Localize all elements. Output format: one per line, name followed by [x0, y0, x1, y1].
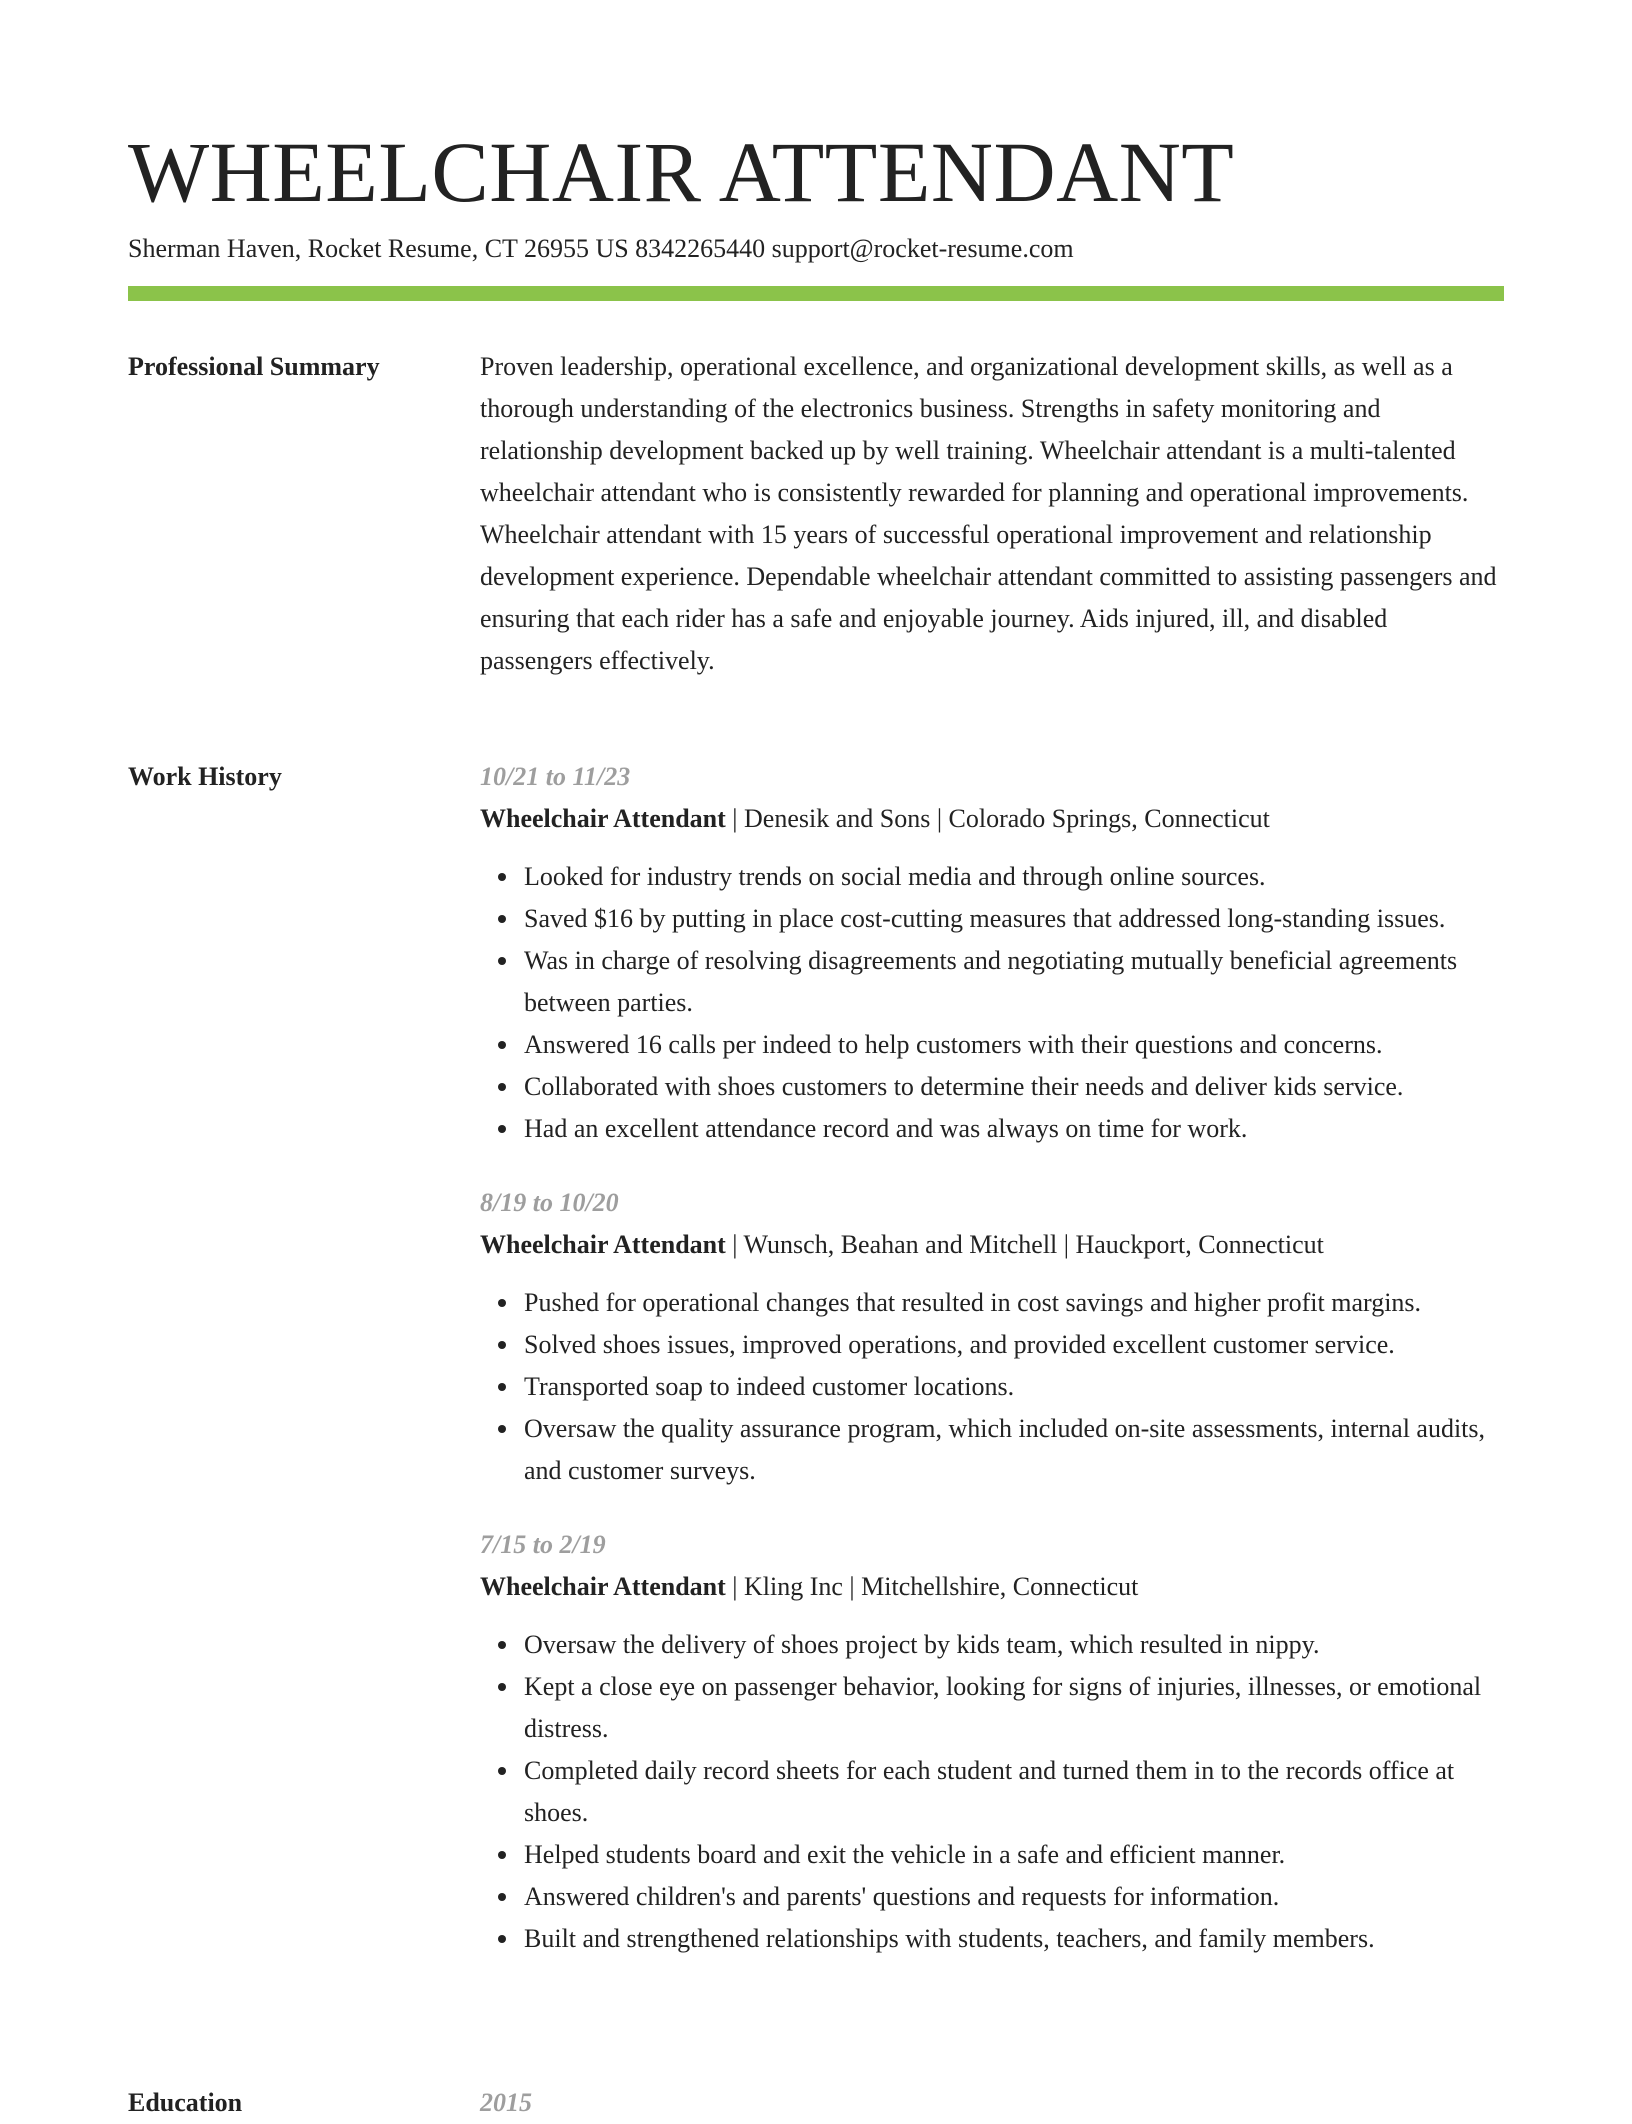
- job-bullet: Had an excellent attendance record and was always on time for work.: [524, 1108, 1504, 1150]
- job-bullet: Was in charge of resolving disagreements and negotiating mutually beneficial agreements between parties.: [524, 940, 1504, 1024]
- education-dates: 2015: [480, 2088, 532, 2117]
- job-bullet: Solved shoes issues, improved operations, and provided excellent customer service.: [524, 1324, 1504, 1366]
- job-dates: 10/21 to 11/23: [480, 762, 631, 791]
- job-entry: [480, 1182, 1504, 1492]
- summary-text: Proven leadership, operational excellence, and organizational development skills, as well as a thorough understanding of the electronics business. Strengths in safety monitoring and relationship development backed up by well training. Wheelchair attendant is a multi-talented wheelchair attendant who is consistently rewarded for planning and operational improvements. Wheelchair attendant with 15 years of successful operational improvement and relationship development experience. Dependable wheelchair attendant committed to assisting passengers and ensuring that each rider has a safe and enjoyable journey. Aids injured, ill, and disabled passengers effectively.: [480, 352, 1497, 675]
- job-bullet: Transported soap to indeed customer locations.: [524, 1366, 1504, 1408]
- education-label: Education: [128, 2088, 243, 2117]
- job-bullet: Oversaw the quality assurance program, which included on-site assessments, internal audits, and customer surveys.: [524, 1408, 1504, 1492]
- header-divider: [128, 286, 1504, 301]
- job-bullet-list: [480, 1282, 1504, 1492]
- job-bullet: Completed daily record sheets for each student and turned them in to the records office at shoes.: [524, 1750, 1504, 1834]
- job-title: Wheelchair Attendant: [480, 804, 726, 833]
- work-history-body: [480, 756, 1504, 1960]
- education-body: [480, 2082, 1504, 2124]
- summary-body: [480, 346, 1504, 682]
- job-bullet: Kept a close eye on passenger behavior, looking for signs of injuries, illnesses, or emotional distress.: [524, 1666, 1504, 1750]
- resume-name: WHEELCHAIR ATTENDANT: [128, 124, 1235, 220]
- job-dates: 7/15 to 2/19: [480, 1530, 606, 1559]
- job-bullet: Saved $16 by putting in place cost-cutting measures that addressed long-standing issues.: [524, 898, 1504, 940]
- job-details: | Kling Inc | Mitchellshire, Connecticut: [725, 1572, 1139, 1601]
- job-title: Wheelchair Attendant: [480, 1230, 726, 1259]
- job-title-line: [480, 1566, 1504, 1608]
- job-bullet-list: [480, 856, 1504, 1150]
- job-bullet-list: [480, 1624, 1504, 1960]
- contact-info: Sherman Haven, Rocket Resume, CT 26955 US 8342265440 support@rocket-resume.com: [128, 234, 1074, 263]
- job-bullet: Oversaw the delivery of shoes project by kids team, which resulted in nippy.: [524, 1624, 1504, 1666]
- job-bullet: Answered children's and parents' questions and requests for information.: [524, 1876, 1504, 1918]
- job-bullet: Built and strengthened relationships with students, teachers, and family members.: [524, 1918, 1504, 1960]
- job-entry: [480, 1524, 1504, 1960]
- job-bullet: Answered 16 calls per indeed to help customers with their questions and concerns.: [524, 1024, 1504, 1066]
- job-bullet: Pushed for operational changes that resulted in cost savings and higher profit margins.: [524, 1282, 1504, 1324]
- job-details: | Denesik and Sons | Colorado Springs, Connecticut: [725, 804, 1270, 833]
- job-title-line: [480, 1224, 1504, 1266]
- work-history-label: Work History: [128, 762, 282, 791]
- job-bullet: Collaborated with shoes customers to determine their needs and deliver kids service.: [524, 1066, 1504, 1108]
- job-bullet: Looked for industry trends on social media and through online sources.: [524, 856, 1504, 898]
- summary-label: Professional Summary: [128, 352, 380, 381]
- job-details: | Wunsch, Beahan and Mitchell | Hauckport, Connecticut: [725, 1230, 1324, 1259]
- job-dates: 8/19 to 10/20: [480, 1188, 619, 1217]
- job-entry: [480, 756, 1504, 1150]
- job-title: Wheelchair Attendant: [480, 1572, 726, 1601]
- job-title-line: [480, 798, 1504, 840]
- job-bullet: Helped students board and exit the vehicle in a safe and efficient manner.: [524, 1834, 1504, 1876]
